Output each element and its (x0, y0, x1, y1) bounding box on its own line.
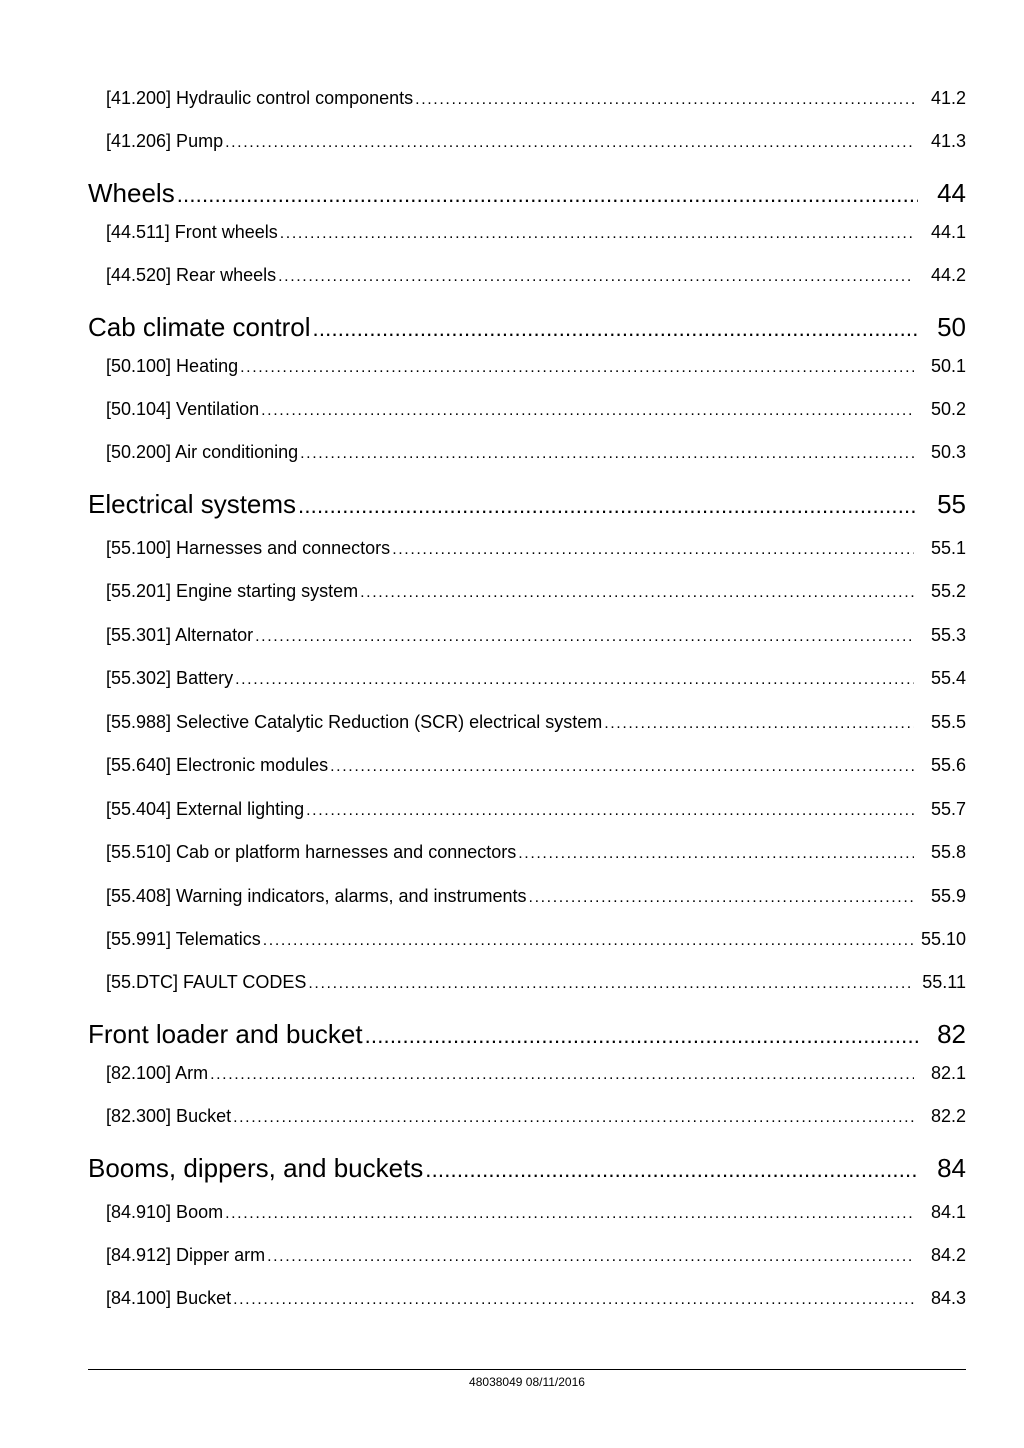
toc-entry[interactable] (106, 799, 966, 823)
toc-section-entry[interactable] (88, 1019, 966, 1053)
toc-entry[interactable] (106, 131, 966, 155)
toc-entry-title: [44.511] Front wheels (106, 222, 278, 242)
toc-entry[interactable] (106, 842, 966, 866)
toc-entry[interactable] (106, 625, 966, 649)
toc-entry-title: Electrical systems (88, 489, 297, 519)
toc-entry-title: [41.200] Hydraulic control components (106, 88, 414, 108)
toc-entry-title: [55.DTC] FAULT CODES (106, 972, 307, 992)
toc-entry[interactable] (106, 886, 966, 910)
dot-leader (280, 225, 914, 243)
toc-entry[interactable] (106, 1202, 966, 1226)
dot-leader (278, 268, 914, 286)
toc-entry-title: Cab climate control (88, 312, 311, 342)
toc-entry-title: [55.408] Warning indicators, alarms, and instruments (106, 886, 527, 906)
toc-entry-page: 55.7 (930, 799, 966, 819)
dot-leader (210, 1066, 914, 1084)
toc-section-entry[interactable] (88, 1153, 966, 1187)
toc-entry-page: 50.2 (930, 399, 966, 419)
toc-entry-page: 55.3 (930, 625, 966, 645)
dot-leader (425, 1157, 918, 1183)
toc-entry-page: 55.8 (930, 842, 966, 862)
toc-entry-page: 50 (937, 312, 966, 342)
dot-leader (177, 182, 918, 208)
toc-entry[interactable] (106, 356, 966, 380)
toc-entry-page: 44 (937, 178, 966, 208)
toc-entry[interactable] (106, 222, 966, 246)
dot-leader (225, 134, 914, 152)
toc-entry-page: 82.1 (930, 1063, 966, 1083)
toc-entry[interactable] (106, 538, 966, 562)
toc-entry-title: Wheels (88, 178, 175, 208)
toc-entry-page: 55.6 (930, 755, 966, 775)
toc-entry-title: [55.510] Cab or platform harnesses and connectors (106, 842, 517, 862)
toc-entry-title: Front loader and bucket (88, 1019, 363, 1049)
toc-entry[interactable] (106, 755, 966, 779)
dot-leader (313, 316, 918, 342)
toc-entry-page: 41.3 (930, 131, 966, 151)
toc-entry-title: [44.520] Rear wheels (106, 265, 277, 285)
toc-entry-page: 55.10 (920, 929, 966, 949)
toc-entry-title: [55.302] Battery (106, 668, 234, 688)
toc-entry-title: [84.910] Boom (106, 1202, 224, 1222)
toc-entry-page: 50.1 (930, 356, 966, 376)
dot-leader (415, 91, 914, 109)
dot-leader (261, 402, 914, 420)
dot-leader (518, 845, 914, 863)
toc-entry[interactable] (106, 442, 966, 466)
toc-entry[interactable] (106, 929, 966, 953)
toc-entry[interactable] (106, 712, 966, 736)
toc-entry-page: 50.3 (930, 442, 966, 462)
dot-leader (360, 584, 914, 602)
footer-document-id: 48038049 08/11/2016 (469, 1375, 585, 1389)
footer-divider (88, 1369, 966, 1370)
toc-entry-page: 82 (937, 1019, 966, 1049)
toc-entry-title: [84.912] Dipper arm (106, 1245, 266, 1265)
toc-entry-title: [50.104] Ventilation (106, 399, 260, 419)
toc-entry-title: [55.201] Engine starting system (106, 581, 359, 601)
toc-entry-page: 55.5 (930, 712, 966, 732)
toc-entry-page: 55.2 (930, 581, 966, 601)
dot-leader (392, 541, 914, 559)
dot-leader (233, 1109, 914, 1127)
dot-leader (300, 445, 914, 463)
dot-leader (604, 715, 914, 733)
toc-entry-page: 44.2 (930, 265, 966, 285)
toc-entry-title: [50.200] Air conditioning (106, 442, 299, 462)
toc-entry-page: 55.4 (930, 668, 966, 688)
toc-entry-page: 84.2 (930, 1245, 966, 1265)
toc-entry-page: 41.2 (930, 88, 966, 108)
dot-leader (263, 932, 913, 950)
toc-entry-title: [55.301] Alternator (106, 625, 254, 645)
toc-entry[interactable] (106, 88, 966, 112)
toc-entry[interactable] (106, 1245, 966, 1269)
toc-entry[interactable] (106, 581, 966, 605)
dot-leader (308, 975, 914, 993)
toc-section-entry[interactable] (88, 178, 966, 212)
toc-section-entry[interactable] (88, 312, 966, 346)
toc-entry-title: [55.100] Harnesses and connectors (106, 538, 391, 558)
toc-entry-page: 82.2 (930, 1106, 966, 1126)
toc-entry-page: 55 (937, 489, 966, 519)
toc-entry-title: [55.991] Telematics (106, 929, 261, 949)
dot-leader (233, 1291, 914, 1309)
toc-entry[interactable] (106, 1106, 966, 1130)
toc-entry[interactable] (106, 265, 966, 289)
dot-leader (298, 493, 918, 519)
dot-leader (365, 1023, 918, 1049)
toc-entry[interactable] (106, 972, 966, 996)
toc-entry-page: 55.11 (922, 972, 966, 992)
dot-leader (225, 1205, 914, 1223)
toc-entry-title: [82.100] Arm (106, 1063, 209, 1083)
toc-entry[interactable] (106, 399, 966, 423)
toc-entry-title: [84.100] Bucket (106, 1288, 232, 1308)
dot-leader (306, 802, 914, 820)
dot-leader (235, 671, 914, 689)
toc-entry-page: 55.1 (930, 538, 966, 558)
toc-entry-title: [55.404] External lighting (106, 799, 305, 819)
toc-section-entry[interactable] (88, 489, 966, 523)
toc-entry[interactable] (106, 1288, 966, 1312)
toc-entry-page: 55.9 (930, 886, 966, 906)
toc-entry-title: [82.300] Bucket (106, 1106, 232, 1126)
toc-entry-page: 84.3 (930, 1288, 966, 1308)
toc-entry-page: 84.1 (930, 1202, 966, 1222)
dot-leader (255, 628, 914, 646)
toc-entry[interactable] (106, 1063, 966, 1087)
dot-leader (529, 889, 914, 907)
dot-leader (330, 758, 914, 776)
toc-entry[interactable] (106, 668, 966, 692)
dot-leader (240, 359, 914, 377)
toc-entry-title: [55.640] Electronic modules (106, 755, 329, 775)
toc-entry-page: 84 (937, 1153, 966, 1183)
toc-entry-title: [55.988] Selective Catalytic Reduction (SCR) electrical system (106, 712, 603, 732)
toc-entry-title: [41.206] Pump (106, 131, 224, 151)
dot-leader (267, 1248, 914, 1266)
toc-entry-title: [50.100] Heating (106, 356, 239, 376)
toc-entry-page: 44.1 (930, 222, 966, 242)
toc-entry-title: Booms, dippers, and buckets (88, 1153, 424, 1183)
